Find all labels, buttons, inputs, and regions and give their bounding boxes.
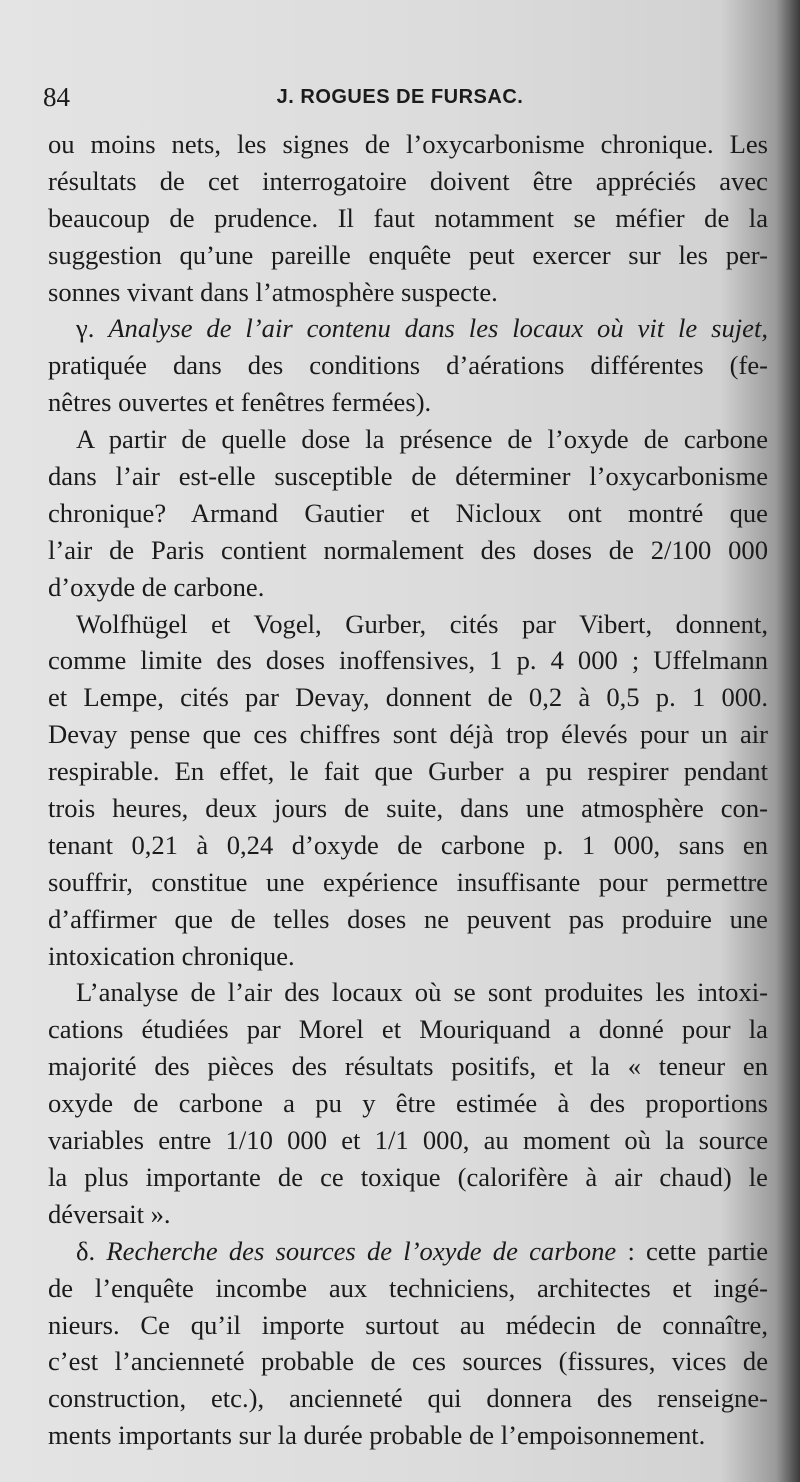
line-text: nieurs. Ce qu’il importe surtout au médecin de connaître, <box>48 1309 768 1340</box>
text-line <box>48 495 768 532</box>
line-text: chronique? Armand Gautier et Nicloux ont montré que <box>48 497 768 528</box>
text-line <box>48 1233 768 1270</box>
line-text: suggestion qu’une pareille enquête peut exercer sur les per- <box>48 239 768 270</box>
text-line <box>48 163 768 200</box>
text-line <box>48 384 768 421</box>
text-line <box>48 864 768 901</box>
text-line <box>48 1122 768 1159</box>
line-text: c’est l’ancienneté probable de ces sources (fissures, vices de <box>48 1346 768 1377</box>
line-text: beaucoup de prudence. Il faut notamment se méfier de la <box>48 202 768 233</box>
text-line <box>48 1270 768 1307</box>
line-text: d’oxyde de carbone. <box>48 571 265 602</box>
line-text: respirable. En effet, le fait que Gurber a pu respirer pendant <box>48 756 768 787</box>
text-line <box>48 679 768 716</box>
text-line <box>48 938 768 975</box>
line-text: l’air de Paris contient normalement des doses de 2/100 000 <box>48 534 768 565</box>
line-text: oxyde de carbone a pu y être estimée à des proportions <box>48 1088 768 1119</box>
line-text: pratiquée dans des conditions d’aérations différentes (fe- <box>48 350 768 381</box>
text-line <box>48 974 768 1011</box>
line-text: résultats de cet interrogatoire doivent être appréciés avec <box>48 165 768 196</box>
line-text: construction, etc.), ancienneté qui donnera des renseigne- <box>48 1383 768 1414</box>
text-line <box>48 642 768 679</box>
line-text: dans l’air est-elle susceptible de déterminer l’oxycarbonisme <box>48 461 768 492</box>
italic-heading: Recherche des sources de l’oxyde de carbone <box>106 1235 617 1266</box>
line-text: L’analyse de l’air des locaux où se sont produites les intoxi- <box>76 977 768 1008</box>
text-line <box>48 310 768 347</box>
line-text: de l’enquête incombe aux techniciens, architectes et ingé- <box>48 1272 768 1303</box>
line-text: Wolfhügel et Vogel, Gurber, cités par Vibert, donnent, <box>76 608 768 639</box>
line-text: Devay pense que ces chiffres sont déjà trop élevés pour un air <box>48 719 768 750</box>
line-text: déversait ». <box>48 1198 171 1229</box>
page-header <box>40 78 760 114</box>
text-line <box>48 347 768 384</box>
text-line <box>48 1048 768 1085</box>
text-line <box>48 1159 768 1196</box>
text-line <box>48 827 768 864</box>
line-text: ments importants sur la durée probable de l’empoisonnement. <box>48 1420 706 1451</box>
body-text <box>48 126 768 1454</box>
line-text: la plus importante de ce toxique (calorifère à air chaud) le <box>48 1161 768 1192</box>
line-text: cations étudiées par Morel et Mouriquand a donné pour la <box>48 1014 768 1045</box>
line-text: A partir de quelle dose la présence de l’oxyde de carbone <box>76 424 768 455</box>
italic-heading: Analyse de l’air contenu dans les locaux où vit le sujet, <box>108 313 768 344</box>
line-text: nêtres ouvertes et fenêtres fermées). <box>48 387 432 418</box>
text-line <box>48 458 768 495</box>
line-text: ou moins nets, les signes de l’oxycarbonisme chronique. Les <box>48 129 768 159</box>
list-marker: γ. <box>76 313 109 344</box>
line-text: intoxication chronique. <box>48 940 295 971</box>
line-text: majorité des pièces des résultats positifs, et la « teneur en <box>48 1051 768 1082</box>
line-text: trois heures, deux jours de suite, dans une atmosphère con- <box>48 793 768 824</box>
text-line <box>48 1307 768 1344</box>
text-line <box>48 200 768 237</box>
text-line <box>48 1417 768 1454</box>
line-text: comme limite des doses inoffensives, 1 p. 4 000 ; Uffelmann <box>48 645 768 676</box>
text-line <box>48 790 768 827</box>
text-line <box>48 126 768 163</box>
text-line <box>48 1011 768 1048</box>
text-line <box>48 901 768 938</box>
text-line <box>48 1196 768 1233</box>
line-text: tenant 0,21 à 0,24 d’oxyde de carbone p. 1 000, sans en <box>48 829 768 860</box>
running-head: J. ROGUES DE FURSAC. <box>276 86 524 108</box>
text-line <box>48 1380 768 1417</box>
text-line <box>48 1085 768 1122</box>
line-text: et Lempe, cités par Devay, donnent de 0,2 à 0,5 p. 1 000. <box>48 682 768 713</box>
list-marker: δ. <box>76 1235 107 1266</box>
text-line <box>48 237 768 274</box>
text-line <box>48 606 768 643</box>
text-line <box>48 532 768 569</box>
text-line <box>48 569 768 606</box>
text-line <box>48 421 768 458</box>
text-line <box>48 716 768 753</box>
line-text: souffrir, constitue une expérience insuffisante pour permettre <box>48 866 768 897</box>
page-number: 84 <box>43 82 70 112</box>
text-line <box>48 753 768 790</box>
line-text: variables entre 1/10 000 et 1/1 000, au moment où la source <box>48 1125 768 1156</box>
line-text: : cette partie <box>616 1235 768 1266</box>
text-line <box>48 274 768 311</box>
text-line <box>48 1343 768 1380</box>
line-text: sonnes vivant dans l’atmosphère suspecte. <box>48 276 498 307</box>
line-text: d’affirmer que de telles doses ne peuvent pas produire une <box>48 903 768 934</box>
